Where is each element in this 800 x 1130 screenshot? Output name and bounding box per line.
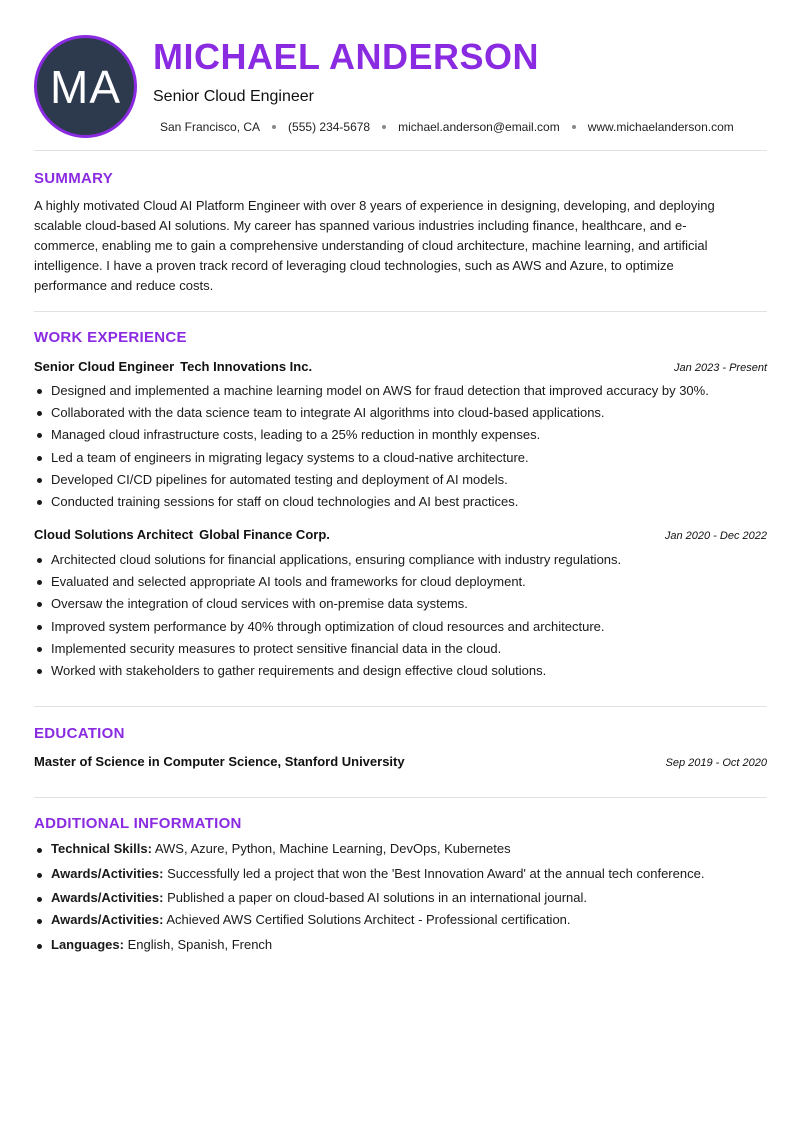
list-item: Evaluated and selected appropriate AI tools and frameworks for cloud deployment. <box>34 571 767 593</box>
separator-dot <box>272 125 276 129</box>
education-heading: EDUCATION <box>34 725 125 742</box>
language: , Spanish <box>170 937 224 952</box>
skills-label: Technical Skills: <box>51 841 152 856</box>
contact-bar <box>160 120 734 134</box>
contact-phone-text: (555) 234-5678 <box>288 120 371 134</box>
awards-label: Awards/Activities: <box>51 912 164 927</box>
list-item: Led a team of engineers in migrating legacy systems to a cloud-native architecture. <box>34 447 767 469</box>
contact-phone <box>288 120 398 134</box>
summary-text: A highly motivated Cloud AI Platform Engineer with over 8 years of experience in designing, developing, and deploying scalable cloud-based AI solutions. My career has spanned various industries including finance, healthcare, and e-commerce, enabling me to gain a comprehensive understanding of cloud architecture, machine learning, and artificial intelligence. I have a proven track record of leveraging cloud technologies, such as AWS and Azure, to optimize performance and reduce costs. <box>34 198 715 293</box>
divider <box>34 797 767 798</box>
job-company: Tech Innovations Inc. <box>180 359 313 374</box>
contact-email[interactable] <box>398 120 588 134</box>
candidate-name: MICHAEL ANDERSON <box>153 36 540 77</box>
separator-dot <box>572 125 576 129</box>
contact-location-text: San Francisco, CA <box>160 120 261 134</box>
awards-label: Awards/Activities: <box>51 890 164 905</box>
job-role: Cloud Solutions Architect <box>34 527 194 542</box>
award-text: Successfully led a project that won the 'Best Innovation Award' at the annual tech conference. <box>167 866 705 881</box>
education-entry <box>34 754 767 769</box>
job-header <box>34 527 767 542</box>
summary-heading: SUMMARY <box>34 170 114 187</box>
list-item: Worked with stakeholders to gather requirements and design effective cloud solutions. <box>34 660 767 682</box>
job-role: Senior Cloud Engineer <box>34 359 175 374</box>
list-item <box>34 841 767 865</box>
job-title-company <box>34 359 312 374</box>
experience-heading: WORK EXPERIENCE <box>34 329 187 346</box>
list-item: Architected cloud solutions for financial applications, ensuring compliance with industry regulations. <box>34 549 767 571</box>
job-title-company <box>34 527 330 542</box>
list-item <box>34 912 767 937</box>
award-text: Achieved AWS Certified Solutions Architect - Professional certification. <box>166 912 571 927</box>
divider <box>34 150 767 151</box>
award-text: Published a paper on cloud-based AI solutions in an international journal. <box>167 890 587 905</box>
avatar-initials: MA <box>50 60 121 113</box>
divider <box>34 706 767 707</box>
contact-location <box>160 120 288 134</box>
list-item: Collaborated with the data science team to integrate AI algorithms into cloud-based applications. <box>34 402 767 424</box>
language: , French <box>224 937 272 952</box>
list-item: Oversaw the integration of cloud services with on-premise data systems. <box>34 593 767 615</box>
additional-list <box>34 841 767 952</box>
skills-text: AWS, Azure, Python, Machine Learning, DevOps, Kubernetes <box>154 841 511 856</box>
job-dates: Jan 2020 - Dec 2022 <box>664 530 767 542</box>
avatar <box>34 35 137 138</box>
job-header <box>34 359 767 374</box>
list-item: Implemented security measures to protect sensitive financial data in the cloud. <box>34 638 767 660</box>
awards-label: Awards/Activities: <box>51 866 164 881</box>
education-dates: Sep 2019 - Oct 2020 <box>665 757 767 769</box>
job-bullets <box>34 380 767 513</box>
job-company: Global Finance Corp. <box>199 527 330 542</box>
list-item <box>34 937 767 952</box>
language: English <box>127 937 171 952</box>
education-degree: Master of Science in Computer Science, Stanford University <box>34 754 405 769</box>
list-item <box>34 890 767 912</box>
languages-label: Languages: <box>51 937 124 952</box>
list-item: Designed and implemented a machine learning model on AWS for fraud detection that improved accuracy by 30%. <box>34 380 767 402</box>
contact-website-text[interactable]: www.michaelanderson.com <box>587 120 734 134</box>
divider <box>34 311 767 312</box>
list-item <box>34 866 767 890</box>
candidate-title: Senior Cloud Engineer <box>153 88 314 105</box>
contact-website[interactable] <box>588 120 734 134</box>
list-item: Improved system performance by 40% through optimization of cloud resources and architecture. <box>34 616 767 638</box>
list-item: Managed cloud infrastructure costs, leading to a 25% reduction in monthly expenses. <box>34 424 767 446</box>
list-item: Developed CI/CD pipelines for automated testing and deployment of AI models. <box>34 469 767 491</box>
list-item: Conducted training sessions for staff on cloud technologies and AI best practices. <box>34 491 767 513</box>
contact-email-text[interactable]: michael.anderson@email.com <box>398 120 560 134</box>
job-dates: Jan 2023 - Present <box>674 362 767 374</box>
separator-dot <box>382 125 386 129</box>
job-bullets <box>34 549 767 682</box>
additional-heading: ADDITIONAL INFORMATION <box>34 815 242 832</box>
